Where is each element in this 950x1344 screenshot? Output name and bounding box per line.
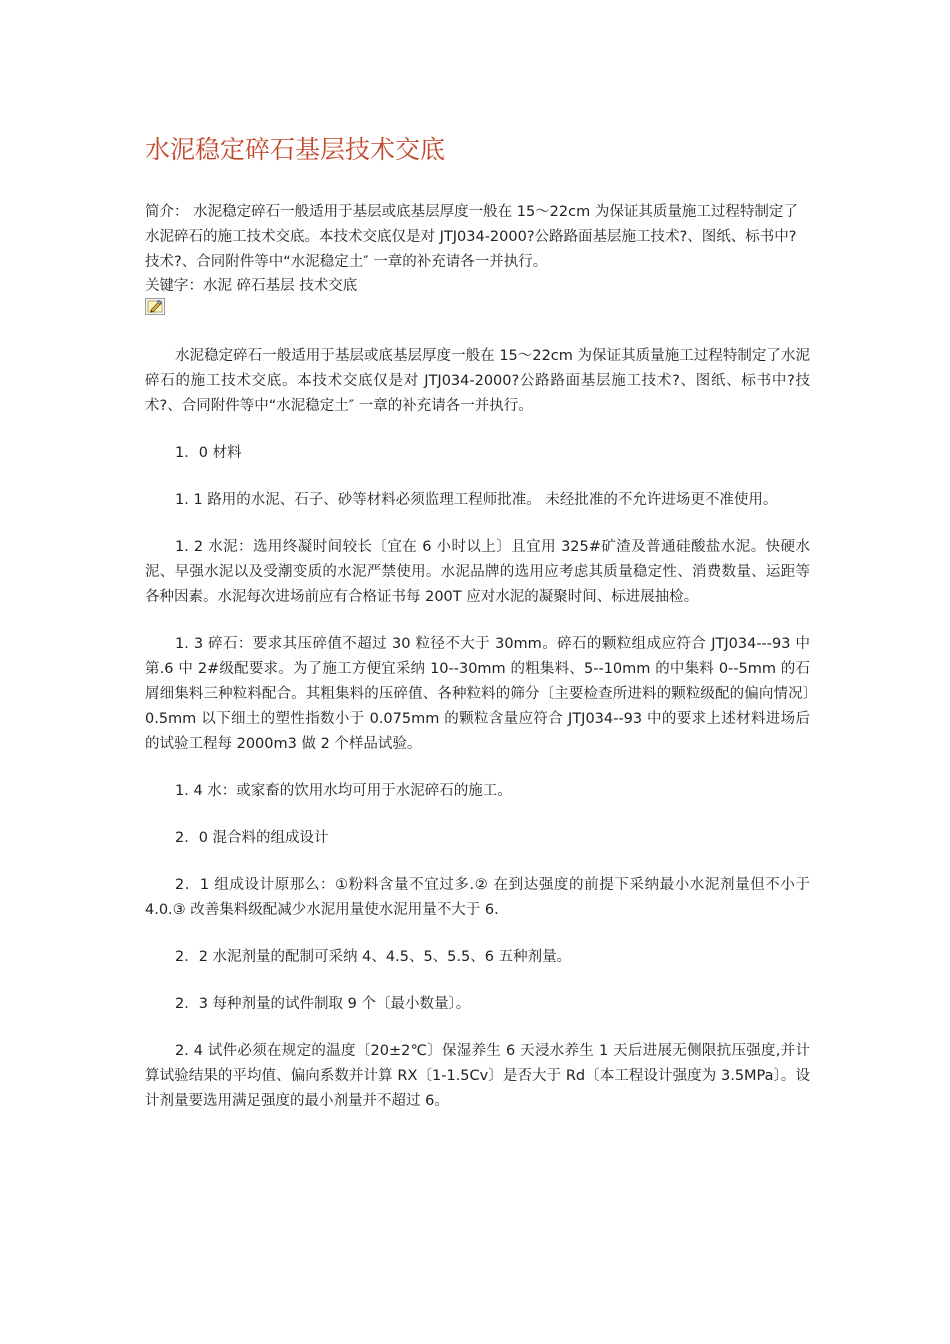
paragraph-2-4: 2. 4 试件必须在规定的温度〔20±2℃〕保湿养生 6 天浸水养生 1 天后进展无侧限抗压强度,并计算试验结果的平均值、偏向系数并计算 RX〔1-1.5Cv〕是否大于 Rd〔本工程设计强度为 3.5MPa〕。设计剂量要选用满足强度的最小剂量并不超过 6。 (145, 1043, 810, 1109)
heading-materials: 1．0 材料 (175, 445, 242, 461)
paragraph-1-4: 1. 4 水：或家畜的饮用水均可用于水泥碎石的施工。 (175, 783, 512, 799)
heading-mix-design: 2．0 混合料的组成设计 (175, 830, 329, 846)
paragraph-1-1: 1. 1 路用的水泥、石子、砂等材料必须监理工程师批准。 未经批准的不允许进场更不准使用。 (175, 492, 778, 508)
document-title: 水泥稳定碎石基层技术交底 (145, 135, 446, 164)
paragraph-2-1: 2．1 组成设计原那么：①粉料含量不宜过多.② 在到达强度的前提下采纳最小水泥剂量但不小于 4.0.③ 改善集料级配减少水泥用量使水泥用量不大于 6. (145, 877, 810, 918)
edit-icon[interactable] (145, 298, 165, 315)
paragraph-1-2: 1. 2 水泥：选用终凝时间较长〔宜在 6 小时以上〕且宜用 325#矿渣及普通硅酸盐水泥。快硬水泥、早强水泥以及受潮变质的水泥严禁使用。水泥品牌的选用应考虑其质量稳定性、消费数量、运距等各种因素。水泥每次进场前应有合格证书每 200T 应对水泥的凝聚时间、标进展抽检。 (145, 539, 810, 605)
paragraph-2-2: 2．2 水泥剂量的配制可采纳 4、4.5、5、5.5、6 五种剂量。 (175, 949, 572, 965)
document-body (145, 344, 810, 1136)
paragraph-intro: 水泥稳定碎石一般适用于基层或底基层厚度一般在 15～22cm 为保证其质量施工过程特制定了水泥碎石的施工技术交底。本技术交底仅是对 JTJ034-2000?公路路面基层施工技术?、图纸、标书中?技术?、合同附件等中“水泥稳定土″ 一章的补充请各一并执行。 (145, 348, 810, 414)
paragraph-2-3: 2．3 每种剂量的试件制取 9 个〔最小数量〕。 (175, 996, 471, 1012)
document-summary: 简介： 水泥稳定碎石一般适用于基层或底基层厚度一般在 15～22cm 为保证其质量施工过程特制定了水泥碎石的施工技术交底。本技术交底仅是对 JTJ034-2000?公路路面基层施工技术?、图纸、标书中?技术?、合同附件等中“水泥稳定土″ 一章的补充请各一并执行。 (145, 204, 798, 270)
paragraph-1-3: 1. 3 碎石：要求其压碎值不超过 30 粒径不大于 30mm。碎石的颗粒组成应符合 JTJ034---93 中第.6 中 2#级配要求。为了施工方便宜采纳 10--30mm 的粗集料、5--10mm 的中集料 0--5mm 的石屑细集料三种粒料配合。其粗集料的压碎值、各种粒料的筛分〔主要检查所进料的颗粒级配的偏向情况〕0.5mm 以下细土的塑性指数小于 0.075mm 的颗粒含量应符合 JTJ034--93 中的要求上述材料进场后的试验工程每 2000m3 做 2 个样品试验。 (145, 636, 810, 752)
document-keywords: 关键字：水泥 碎石基层 技术交底 (145, 278, 358, 294)
